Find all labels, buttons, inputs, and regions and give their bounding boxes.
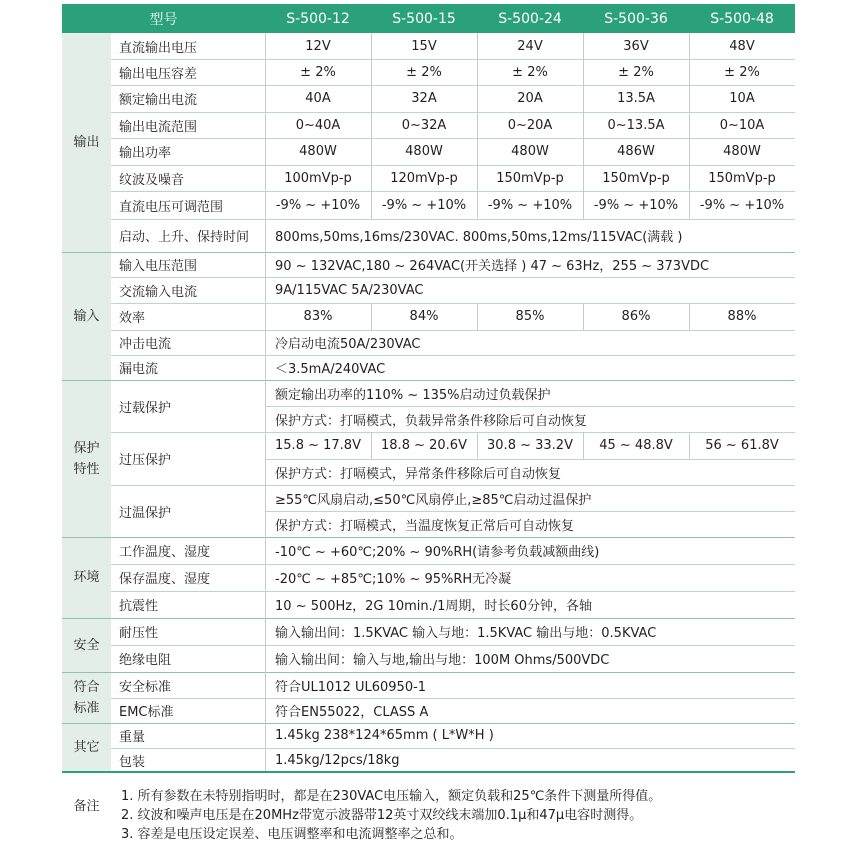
row-value: 86%	[621, 309, 651, 324]
row-text: ≥55℃风扇启动,≤50℃风扇停止,≥85℃启动过温保护	[275, 492, 592, 508]
row-value: 150mVp-p	[496, 170, 564, 186]
row-label: 输出电流范围	[119, 119, 198, 135]
row-value: 10A	[729, 91, 755, 106]
row-label: 工作温度、湿度	[119, 545, 211, 560]
grid-vline	[689, 33, 690, 219]
spec-table	[62, 4, 795, 772]
row-value: 120mVp-p	[390, 170, 458, 186]
row-value: 45 ~ 48.8V	[599, 438, 673, 453]
header-model: S-500-15	[371, 4, 477, 33]
row-value: 100mVp-p	[284, 170, 352, 186]
row-label: 冲击电流	[119, 337, 172, 352]
header-model: S-500-24	[477, 4, 583, 33]
grid-vline	[371, 432, 372, 459]
row-value: 0~40A	[295, 117, 341, 133]
row-value: 15.8 ~ 17.8V	[275, 438, 361, 453]
grid-vline	[477, 432, 478, 459]
row-text: 输入输出间：1.5KVAC 输入与地：1.5KVAC 输出与地：0.5KVAC	[275, 626, 657, 641]
note-item: 3. 容差是电压设定误差、电压调整率和电流调整率之总和。	[121, 827, 463, 842]
row-value: 84%	[409, 309, 439, 324]
grid-line	[111, 277, 795, 278]
grid-vline	[583, 303, 584, 330]
section-separator	[62, 672, 795, 673]
row-value: 150mVp-p	[602, 170, 670, 186]
row-value: 36V	[623, 38, 649, 54]
grid-line	[265, 406, 795, 407]
category-environment: 环境	[62, 537, 111, 618]
grid-line	[111, 432, 795, 433]
row-label: 启动、上升、保持时间	[119, 230, 250, 245]
grid-line	[111, 191, 795, 192]
row-text: 9A/115VAC 5A/230VAC	[275, 282, 424, 298]
row-label: 效率	[119, 311, 146, 326]
category-input: 输入	[62, 252, 111, 380]
row-value: 480W	[511, 144, 549, 159]
row-value: 15V	[411, 38, 437, 54]
row-label: 输出电压容差	[119, 66, 198, 82]
row-value: 30.8 ~ 33.2V	[487, 438, 573, 453]
grid-line	[111, 219, 795, 220]
row-value: -9% ~ +10%	[275, 197, 361, 213]
section-separator	[62, 723, 795, 724]
row-value: -9% ~ +10%	[593, 197, 679, 213]
row-text: 1.45kg/12pcs/18kg	[275, 752, 400, 768]
row-text: -20℃ ~ +85℃;10% ~ 95%RH无冷凝	[275, 572, 512, 587]
grid-line	[111, 85, 795, 86]
row-value: 0~20A	[507, 117, 553, 133]
notes-label: 备注	[73, 799, 100, 814]
row-text: 1.45kg 238*124*65mm ( L*W*H )	[275, 728, 494, 743]
row-text: ＜3.5mA/240VAC	[275, 362, 386, 377]
grid-line	[111, 138, 795, 139]
section-separator	[62, 380, 795, 381]
row-label: 直流输出电压	[119, 40, 198, 56]
row-value: 13.5A	[617, 91, 655, 106]
row-label: 输入电压范围	[119, 259, 198, 274]
row-label: 重量	[119, 730, 146, 745]
row-text: 输入输出间：输入与地,输出与地：100M Ohms/500VDC	[275, 653, 610, 668]
row-label: 纹波及噪音	[119, 172, 185, 188]
header-model: S-500-12	[265, 4, 371, 33]
row-value: -9% ~ +10%	[699, 197, 785, 213]
grid-vline	[583, 33, 584, 219]
row-value: 0~10A	[719, 117, 765, 133]
note-item: 1. 所有参数在未特别指明时，都是在230VAC电压输入，额定负载和25℃条件下测量所得值。	[121, 789, 662, 804]
row-text: 保护方式：打嗝模式，异常条件移除后可自动恢复	[275, 466, 562, 482]
row-value: ± 2%	[300, 64, 336, 80]
row-value: 150mVp-p	[708, 170, 776, 186]
row-text: 90 ~ 132VAC,180 ~ 264VAC(开关选择 ) 47 ~ 63Hz，255 ~ 373VDC	[275, 259, 710, 274]
row-label: 过温保护	[119, 505, 172, 521]
grid-line	[111, 564, 795, 565]
row-value: 88%	[727, 309, 757, 324]
note-item: 2. 纹波和噪声电压是在20MHz带宽示波器带12英寸双绞线末端加0.1μ和47μ电容时测得。	[121, 808, 643, 823]
category-standards	[62, 672, 111, 723]
category-protection-line1: 保护	[73, 440, 100, 456]
header-model: S-500-36	[583, 4, 689, 33]
table-bottom-rule	[62, 771, 795, 773]
category-standards-line2: 标准	[73, 700, 100, 716]
grid-vline	[689, 303, 690, 330]
grid-line	[111, 645, 795, 646]
grid-line	[111, 59, 795, 60]
row-text: 符合EN55022，CLASS A	[275, 705, 429, 720]
grid-line	[111, 330, 795, 331]
grid-line	[111, 748, 795, 749]
row-text: 800ms,50ms,16ms/230VAC. 800ms,50ms,12ms/115VAC(满载 )	[275, 230, 683, 245]
row-value: 56 ~ 61.8V	[705, 438, 779, 453]
row-text: 符合UL1012 UL60950-1	[275, 679, 427, 695]
row-value: 480W	[723, 144, 761, 159]
section-separator	[62, 252, 795, 253]
row-value: ± 2%	[406, 64, 442, 80]
grid-line	[111, 485, 795, 486]
header-model: S-500-48	[689, 4, 795, 33]
row-label: 耐压性	[119, 626, 159, 641]
section-separator	[62, 618, 795, 619]
grid-line	[111, 591, 795, 592]
section-separator	[62, 537, 795, 538]
grid-vline	[371, 303, 372, 330]
row-value: 48V	[729, 38, 755, 54]
grid-line	[111, 303, 795, 304]
row-label: 漏电流	[119, 362, 159, 377]
row-text: 额定输出功率的110% ~ 135%启动过负载保护	[275, 387, 551, 403]
grid-line	[111, 698, 795, 699]
row-value: 480W	[405, 144, 443, 159]
row-value: ± 2%	[724, 64, 760, 80]
header-model-title: 型号	[62, 4, 265, 33]
row-label: EMC标准	[119, 705, 174, 720]
row-value: -9% ~ +10%	[381, 197, 467, 213]
row-text: 冷启动电流50A/230VAC	[275, 337, 421, 352]
row-value: 40A	[305, 91, 331, 106]
row-label: 过载保护	[119, 400, 172, 416]
row-label: 绝缘电阻	[119, 653, 172, 668]
row-label: 交流输入电流	[119, 284, 198, 300]
row-label: 保存温度、湿度	[119, 572, 211, 587]
grid-vline	[371, 33, 372, 219]
row-label: 安全标准	[119, 679, 172, 695]
row-value: 32A	[411, 91, 437, 106]
row-label: 额定输出电流	[119, 93, 198, 108]
row-value: 24V	[517, 38, 543, 54]
grid-vline	[265, 33, 266, 772]
grid-line	[265, 511, 795, 512]
row-label: 过压保护	[119, 453, 172, 468]
row-label: 抗震性	[119, 599, 159, 614]
category-protection	[62, 380, 111, 537]
row-value: -9% ~ +10%	[487, 197, 573, 213]
row-value: 12V	[305, 38, 331, 54]
grid-line	[111, 112, 795, 113]
category-safety: 安全	[62, 618, 111, 672]
row-value: ± 2%	[618, 64, 654, 80]
row-text: 保护方式：打嗝模式，负载异常条件移除后可自动恢复	[275, 413, 588, 429]
row-text: 保护方式：打嗝模式，当温度恢复正常后可自动恢复	[275, 518, 575, 534]
grid-line	[265, 459, 795, 460]
row-value: ± 2%	[512, 64, 548, 80]
row-value: 480W	[299, 144, 337, 159]
row-label: 包装	[119, 754, 146, 770]
row-label: 输出功率	[119, 146, 172, 161]
row-value: 85%	[515, 309, 545, 324]
row-value: 83%	[303, 309, 333, 324]
row-text: 10 ~ 500Hz，2G 10min./1周期，时长60分钟，各轴	[275, 599, 592, 614]
grid-line	[111, 165, 795, 166]
grid-vline	[689, 432, 690, 459]
grid-vline	[583, 432, 584, 459]
row-value: 20A	[517, 91, 543, 106]
category-other: 其它	[62, 723, 111, 772]
row-value: 18.8 ~ 20.6V	[381, 438, 467, 453]
grid-line	[111, 355, 795, 356]
row-label: 直流电压可调范围	[119, 199, 224, 215]
grid-vline	[477, 303, 478, 330]
category-standards-line1: 符合	[73, 679, 100, 695]
row-value: 0~13.5A	[607, 117, 665, 133]
row-text: -10℃ ~ +60℃;20% ~ 90%RH(请参考负载减额曲线)	[275, 545, 600, 560]
row-value: 486W	[617, 144, 655, 159]
category-output: 输出	[62, 33, 111, 252]
grid-vline	[477, 33, 478, 219]
category-protection-line2: 特性	[73, 461, 100, 477]
row-value: 0~32A	[401, 117, 447, 133]
